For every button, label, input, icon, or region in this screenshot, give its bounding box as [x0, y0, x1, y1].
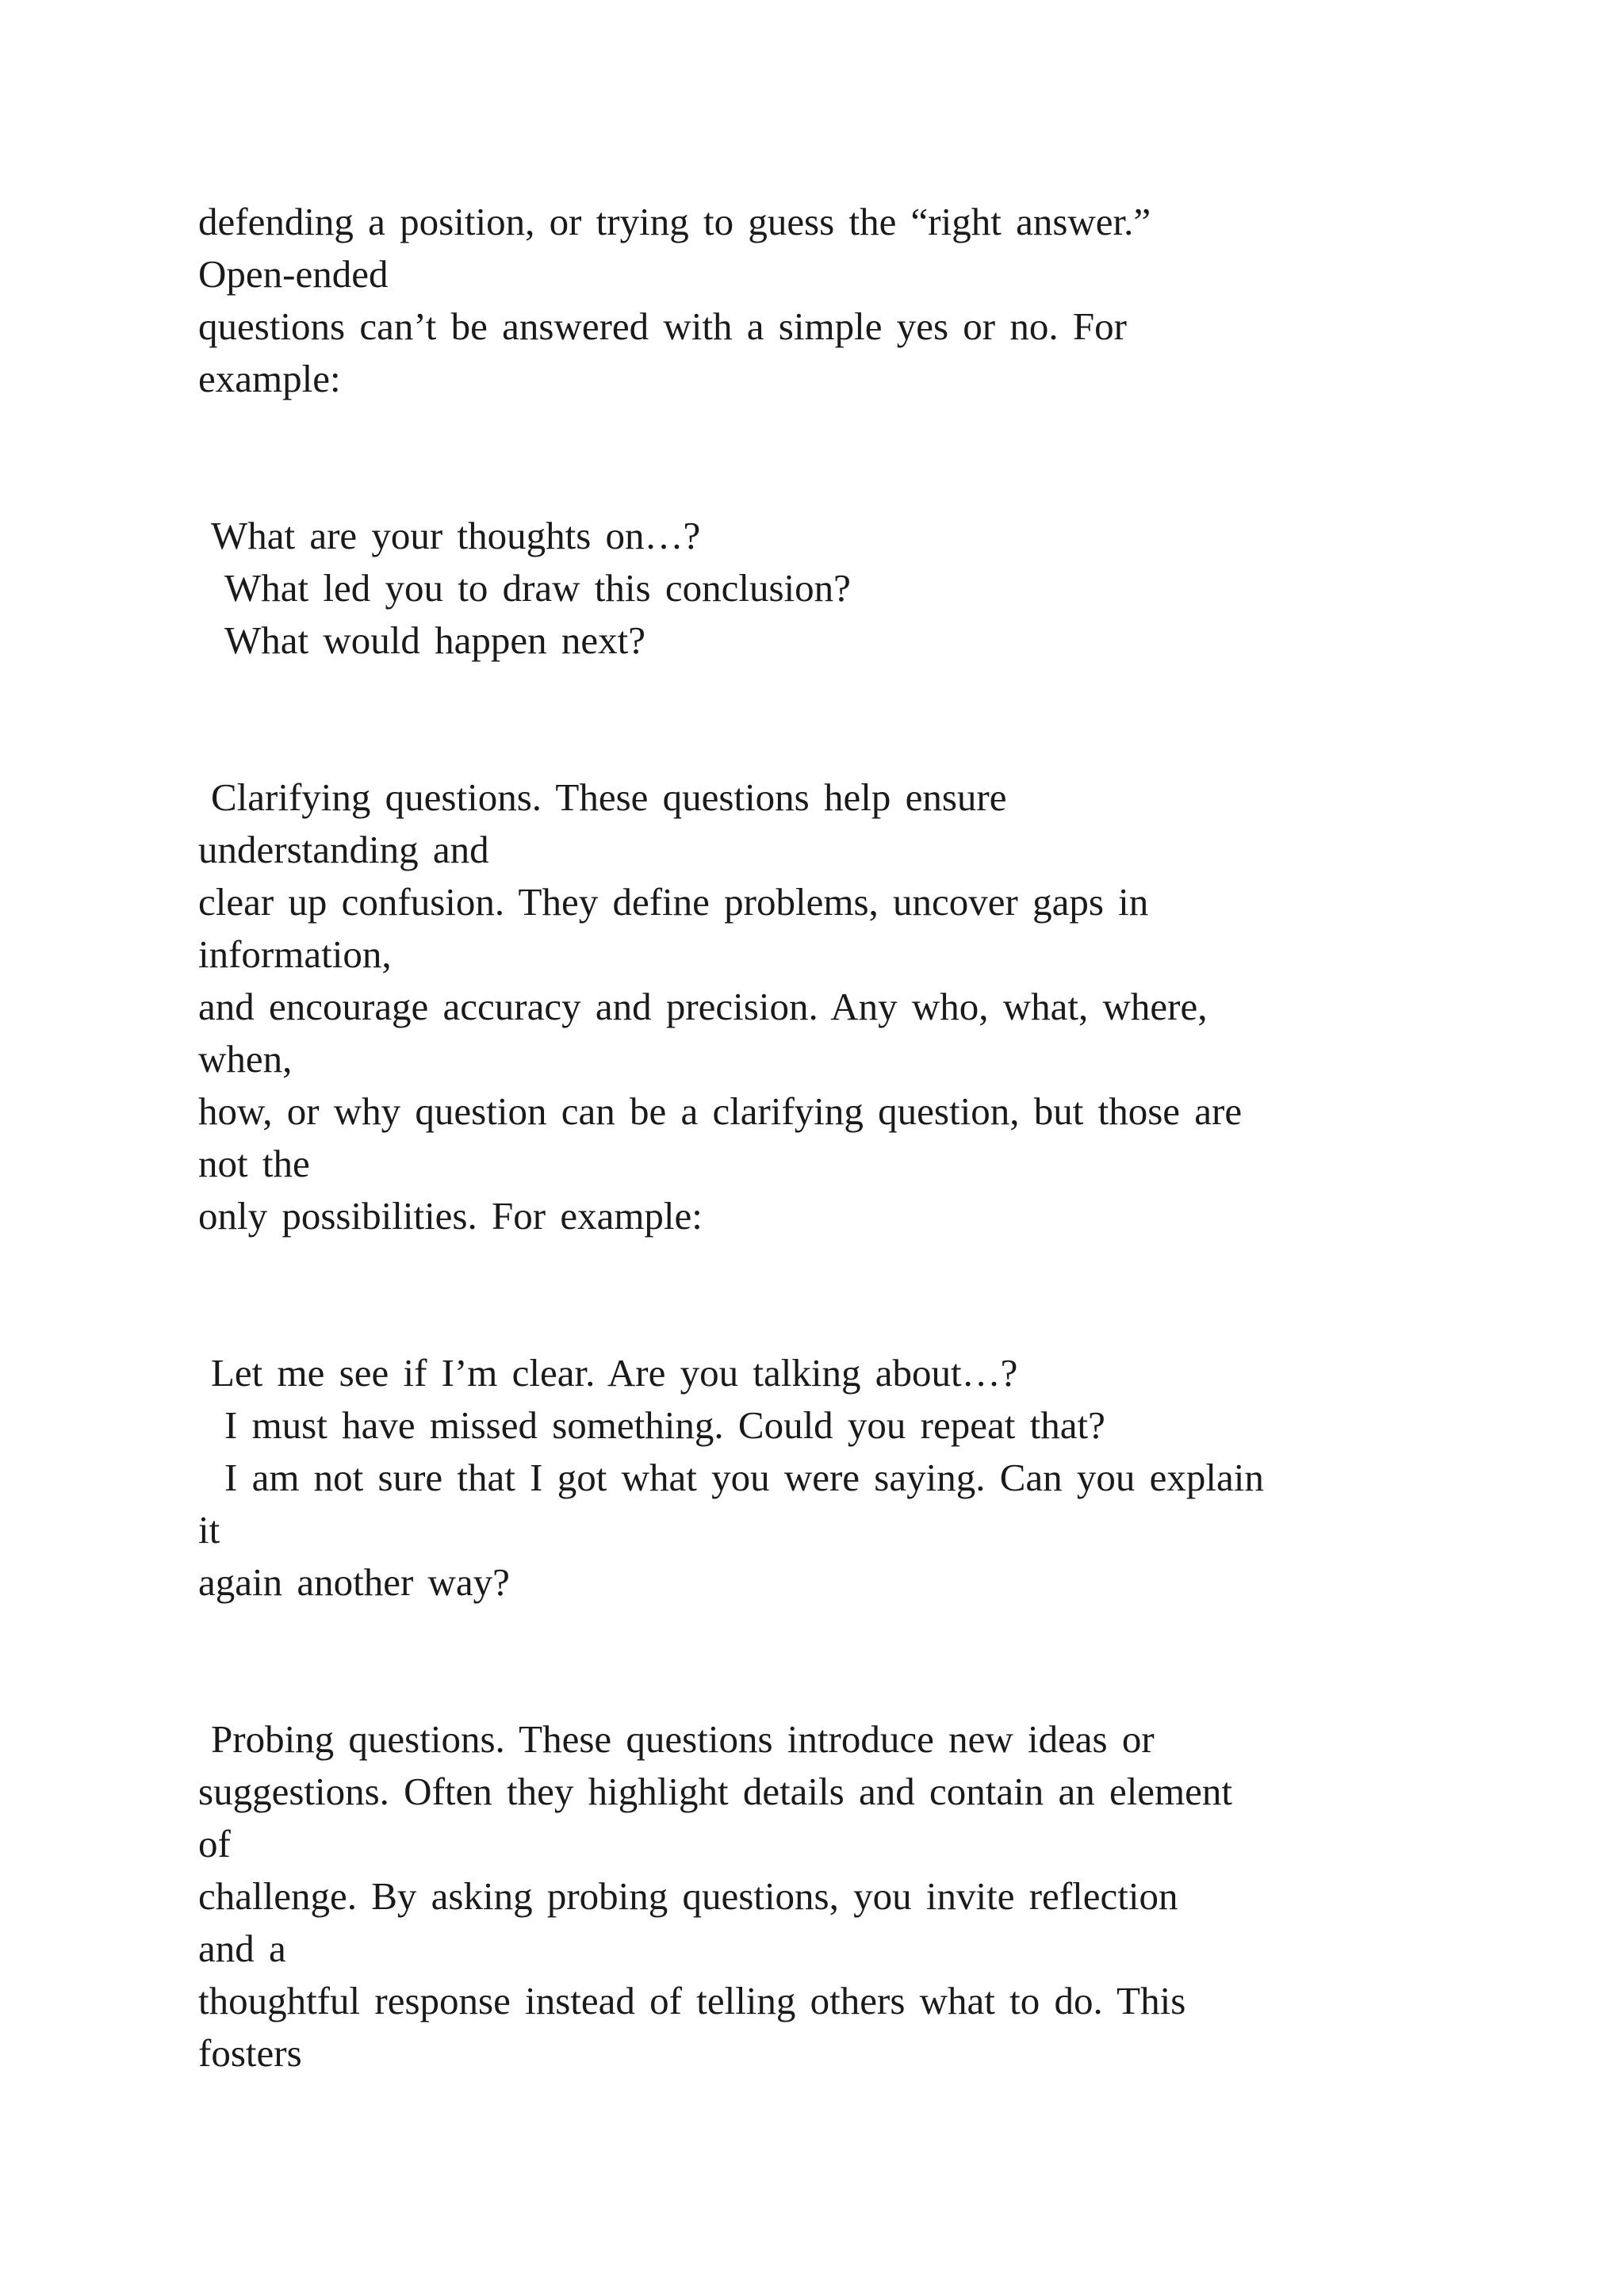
text-line: understanding and [198, 828, 489, 871]
section-heading-line: Probing questions. These questions introduce new ideas or [211, 1717, 1155, 1761]
text-line: information, [198, 932, 392, 976]
text-line: defending a position, or trying to guess the “right answer.” [198, 200, 1151, 243]
text-line: how, or why question can be a clarifying question, but those are [198, 1089, 1243, 1133]
text-line: it [198, 1508, 220, 1552]
text-line: Open-ended [198, 252, 389, 296]
example-line: I must have missed something. Could you repeat that? [224, 1403, 1105, 1447]
text-line: suggestions. Often they highlight details and contain an element [198, 1770, 1233, 1813]
example-line: Let me see if I’m clear. Are you talking about…? [211, 1351, 1018, 1395]
example-line: What are your thoughts on…? [211, 514, 701, 557]
text-line: questions can’t be answered with a simple yes or no. For [198, 304, 1127, 348]
text-line: when, [198, 1037, 293, 1081]
text-line: fosters [198, 2031, 302, 2075]
text-line: not the [198, 1142, 310, 1185]
text-line: challenge. By asking probing questions, you invite reflection [198, 1874, 1178, 1918]
text-line: and a [198, 1927, 286, 1970]
text-line: of [198, 1822, 231, 1866]
text-line: and encourage accuracy and precision. Any who, what, where, [198, 985, 1208, 1028]
example-line: I am not sure that I got what you were saying. Can you explain [224, 1456, 1264, 1499]
text-line: again another way? [198, 1560, 510, 1604]
example-line: What led you to draw this conclusion? [224, 566, 851, 610]
text-line: example: [198, 357, 341, 400]
text-line: thoughtful response instead of telling others what to do. This [198, 1979, 1186, 2022]
text-line: only possibilities. For example: [198, 1194, 703, 1238]
example-line: What would happen next? [224, 618, 645, 662]
text-line: clear up confusion. They define problems, uncover gaps in [198, 880, 1149, 924]
section-heading-line: Clarifying questions. These questions help ensure [211, 775, 1007, 819]
